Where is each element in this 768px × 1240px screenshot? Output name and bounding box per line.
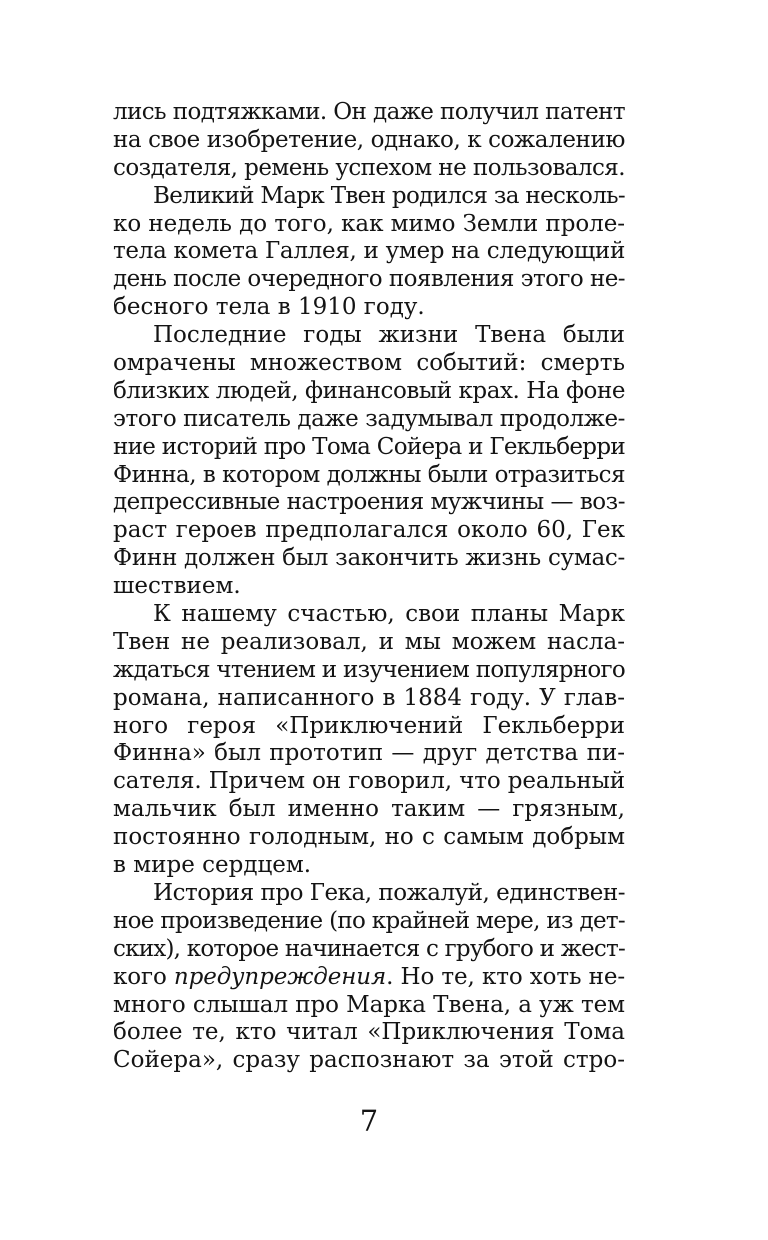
text-segment: постоянно голодным, но с самым добрым	[113, 824, 625, 851]
text-line	[113, 768, 625, 796]
text-segment: История про Гека, пожалуй, единствен-	[153, 879, 625, 906]
text-line-content	[113, 657, 625, 685]
text-line	[113, 462, 625, 490]
text-line	[113, 657, 625, 685]
text-block	[113, 99, 625, 1075]
text-line	[113, 713, 625, 741]
text-segment: ное произведение (по крайней мере, из дет-	[113, 907, 625, 934]
text-segment: ние историй про Тома Сойера и Гекльберри	[113, 433, 625, 460]
text-segment: Сойера», сразу распознают за этой стро-	[113, 1047, 625, 1074]
text-line-content	[113, 964, 625, 992]
text-segment: тела комета Галлея, и умер на следующий	[113, 238, 625, 265]
text-segment: более те, кто читал «Приключения Тома	[113, 1019, 625, 1046]
text-segment: депрессивные настроения мужчины — воз-	[113, 489, 625, 516]
text-segment: этого писатель даже задумывал продолже-	[113, 405, 625, 432]
text-line	[113, 434, 625, 462]
text-segment: создателя, ремень успехом не пользовался.	[113, 154, 625, 181]
text-line	[113, 1047, 625, 1075]
text-line-content	[153, 183, 625, 211]
page-number: 7	[359, 1104, 379, 1138]
text-line-content	[113, 740, 625, 768]
text-line	[113, 406, 625, 434]
text-line	[113, 211, 625, 239]
text-line-content	[113, 211, 625, 239]
text-segment: сателя. Причем он говорил, что реальный	[113, 768, 625, 795]
italic-text: предупреждения	[173, 963, 387, 990]
text-segment: мальчик был именно таким — грязным,	[113, 796, 625, 823]
text-line-content	[113, 462, 625, 490]
text-segment: близких людей, финансовый крах. На фоне	[113, 377, 625, 404]
text-line	[113, 601, 625, 629]
text-segment: Твен не реализовал, и мы можем насла-	[113, 628, 625, 655]
text-line	[113, 238, 625, 266]
text-line	[113, 629, 625, 657]
text-line	[113, 266, 625, 294]
text-segment: Финна» был прототип — друг детства пи-	[113, 740, 625, 767]
text-line	[113, 852, 625, 880]
text-line-content	[113, 629, 625, 657]
text-line-content	[113, 294, 425, 322]
text-line-content	[113, 1047, 625, 1075]
text-line-content	[113, 796, 625, 824]
text-line	[113, 350, 625, 378]
text-segment: бесного тела в 1910 году.	[113, 294, 425, 321]
text-line	[113, 936, 625, 964]
text-line-content	[113, 768, 625, 796]
text-line-content	[113, 434, 625, 462]
text-line	[113, 155, 625, 183]
text-line-content	[113, 127, 625, 155]
text-line	[113, 573, 625, 601]
text-segment: К нашему счастью, свои планы Марк	[153, 601, 625, 628]
text-segment: лись подтяжками. Он даже получил патент	[113, 99, 625, 125]
text-line-content	[113, 573, 241, 601]
text-segment: . Но те, кто хоть не-	[386, 963, 625, 990]
text-segment: кого	[113, 963, 174, 990]
text-segment: ских), которое начинается с грубого и жест-	[113, 935, 625, 962]
text-segment: Великий Марк Твен родился за несколь-	[153, 182, 625, 209]
text-line-content	[113, 908, 625, 936]
text-segment: много слышал про Марка Твена, а уж тем	[113, 991, 625, 1018]
text-segment: раст героев предполагался около 60, Гек	[113, 517, 625, 544]
text-line	[113, 378, 625, 406]
text-line-content	[113, 936, 625, 964]
text-line	[113, 517, 625, 545]
text-line	[113, 1019, 625, 1047]
text-segment: романа, написанного в 1884 году. У глав-	[113, 684, 625, 711]
text-line-content	[113, 378, 625, 406]
text-segment: Последние годы жизни Твена были	[153, 322, 625, 349]
text-line-content	[153, 601, 625, 629]
text-line-content	[113, 992, 625, 1020]
text-segment: в мире сердцем.	[113, 852, 312, 879]
text-line	[113, 908, 625, 936]
text-line	[113, 992, 625, 1020]
text-line	[113, 796, 625, 824]
text-segment: омрачены множеством событий: смерть	[113, 350, 625, 377]
text-line	[113, 489, 625, 517]
text-line-content	[113, 489, 625, 517]
text-line-content	[113, 545, 625, 573]
text-line-content	[113, 1019, 625, 1047]
text-line	[113, 99, 625, 127]
text-segment: ко недель до того, как мимо Земли проле-	[113, 210, 625, 237]
text-line	[113, 880, 625, 908]
text-segment: ного героя «Приключений Гекльберри	[113, 712, 625, 739]
text-line	[113, 964, 625, 992]
text-segment: шествием.	[113, 573, 241, 600]
text-line-content	[113, 155, 625, 183]
text-line-content	[113, 685, 625, 713]
text-line-content	[113, 350, 625, 378]
text-line	[113, 127, 625, 155]
text-line-content	[153, 322, 625, 350]
text-segment: Финна, в котором должны были отразиться	[113, 461, 625, 488]
text-line	[113, 824, 625, 852]
text-line-content	[113, 266, 625, 294]
text-line	[113, 183, 625, 211]
text-line	[113, 294, 625, 322]
text-line	[113, 740, 625, 768]
text-line-content	[113, 824, 625, 852]
text-segment: на свое изобретение, однако, к сожалению	[113, 126, 625, 153]
text-line-content	[113, 238, 625, 266]
text-line-content	[113, 713, 625, 741]
text-segment: Финн должен был закончить жизнь сумас-	[113, 545, 625, 572]
text-line-content	[113, 852, 311, 880]
text-line-content	[113, 517, 625, 545]
text-line-content	[113, 406, 625, 434]
text-line	[113, 545, 625, 573]
text-segment: день после очередного появления этого не-	[113, 266, 625, 293]
text-line	[113, 685, 625, 713]
text-line-content	[153, 880, 625, 908]
text-segment: ждаться чтением и изучением популярного	[113, 656, 625, 683]
text-line-content	[113, 99, 625, 127]
text-line	[113, 322, 625, 350]
